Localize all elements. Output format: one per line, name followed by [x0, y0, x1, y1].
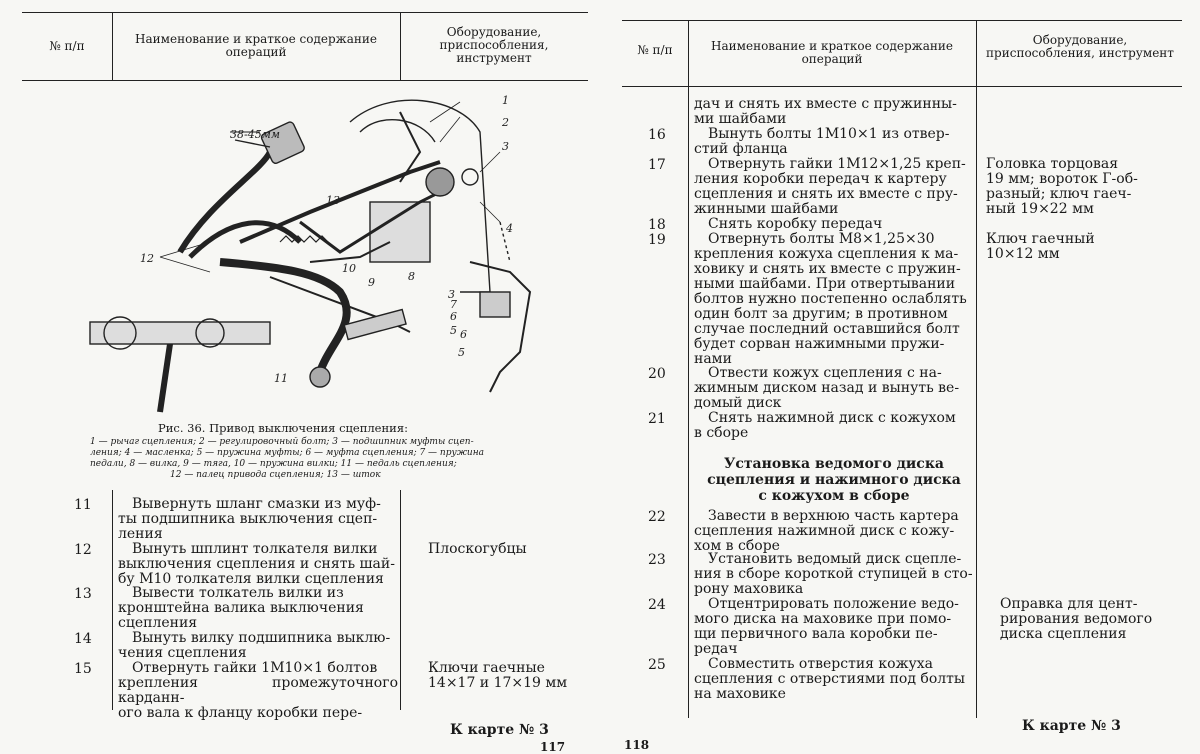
row-text-line: ния в сборе короткой ступицей в сто- [694, 566, 973, 582]
callout-10: 10 [342, 262, 356, 275]
row-text [118, 661, 398, 721]
row-text-line: Снять коробку передач [708, 216, 883, 232]
row-equipment-line: диска сцепления [1000, 626, 1127, 642]
row-text-line: чения сцепления [118, 645, 247, 661]
row-text-line: ховику и снять их вместе с пружин- [694, 261, 961, 277]
row-text-line: ого вала к фланцу коробки пере- [118, 705, 363, 721]
row-text-line: Совместить отверстия кожуха [708, 656, 933, 672]
row-equipment-line: Оправка для цент- [1000, 596, 1138, 612]
row-text [118, 497, 398, 542]
row-equipment: Плоскогубцы [428, 541, 527, 557]
cab-outline [350, 100, 490, 292]
row-text-line: мого диска на маховике при помо- [694, 611, 952, 627]
row-text [694, 127, 974, 157]
row-text-line: один болт за другим; в противном [694, 306, 948, 322]
section-title [694, 456, 974, 504]
row-number: 15 [74, 661, 92, 677]
row-text-line: Завести в верхнюю часть картера [708, 508, 959, 524]
row-text [694, 217, 974, 232]
callout-6b: 6 [460, 328, 467, 341]
row-text-line: жинными шайбами [694, 201, 839, 217]
callout-7: 7 [450, 298, 457, 311]
row-number: 19 [648, 232, 666, 248]
row-equipment-line: разный; ключ гаеч- [986, 186, 1132, 202]
row-number: 13 [74, 586, 92, 602]
row-text-line: сцепления нажимной диск с кожу- [694, 523, 955, 539]
header-divider-2 [400, 12, 401, 80]
row-text-line: редач [694, 641, 738, 657]
row-text [694, 366, 974, 411]
row-text-line: болтов нужно постепенно ослаблять [694, 291, 967, 307]
row-text-line: ми шайбами [694, 111, 787, 127]
dimension-label: 38-45мм [230, 128, 280, 141]
footer-card-ref: К карте № 3 [1022, 718, 1121, 734]
row-text-line: Вывести толкатель вилки из [132, 585, 344, 601]
row-number: 22 [648, 509, 666, 525]
row-text-line: домый диск [694, 395, 782, 411]
callout-3b: 3 [448, 288, 455, 301]
row-text-line: рону маховика [694, 581, 804, 597]
header-col-operation: Наименование и краткое содержание операций [135, 32, 377, 59]
row-equipment [1000, 597, 1180, 642]
header-divider-1 [688, 20, 689, 86]
row-text [694, 657, 974, 702]
callout-11: 11 [274, 372, 288, 385]
row-number: 17 [648, 157, 666, 173]
row-text-line: на маховике [694, 686, 786, 702]
row-text [694, 552, 974, 597]
row-text-line: Вывернуть шланг смазки из муф- [132, 496, 381, 512]
row-text-line: ты подшипника выключения сцеп- [118, 511, 378, 527]
row-text-line: Отвернуть гайки 1М10×1 болтов [132, 660, 378, 676]
continuation-text [694, 97, 974, 127]
row-number: 16 [648, 127, 666, 143]
left-page [0, 0, 598, 753]
callout-6: 6 [450, 310, 457, 323]
row-equipment-line: рирования ведомого [1000, 611, 1153, 627]
row-number: 20 [648, 366, 666, 382]
row-text-line: случае последний оставшийся болт [694, 321, 960, 337]
row-text-line: Отцентрировать положение ведо- [708, 596, 959, 612]
row-text-line: стий фланца [694, 141, 788, 157]
row-equipment-line: Головка торцовая [986, 156, 1119, 172]
footer-card-ref: К карте № 3 [450, 722, 549, 738]
header-bottom-rule [22, 80, 588, 81]
row-text-line: щи первичного вала коробки пе- [694, 626, 938, 642]
header-divider-1 [112, 12, 113, 80]
row-text-line: Вынуть болты 1М10×1 из отвер- [708, 126, 950, 142]
row-text-line: Отвернуть гайки 1М12×1,25 креп- [708, 156, 966, 172]
header-col-equipment: Оборудование, приспособления, инструмент [986, 33, 1174, 60]
row-number: 12 [74, 542, 92, 558]
header-col-number: № п/п [637, 43, 673, 57]
figure-caption: Рис. 36. Привод выключения сцепления: [158, 421, 408, 435]
callout-5b: 5 [458, 346, 465, 359]
section-title-line: с кожухом в сборе [758, 488, 910, 504]
row-number: 21 [648, 411, 666, 427]
header-top-rule [622, 20, 1182, 21]
row-equipment-line: ный 19×22 мм [986, 201, 1094, 217]
row-equipment-line: 14×17 и 17×19 мм [428, 675, 568, 691]
header-col-number: № п/п [49, 39, 85, 53]
row-text-line: сцепления [118, 615, 198, 631]
callout-8: 8 [408, 270, 415, 283]
row-equipment [986, 157, 1182, 217]
header-col-equipment: Оборудование, приспособления, инструмент [439, 25, 549, 65]
page-number: 117 [540, 740, 566, 754]
row-number: 24 [648, 597, 666, 613]
row-text-line: Установить ведомый диск сцепле- [708, 551, 962, 567]
row-equipment-line: 10×12 мм [986, 246, 1060, 262]
row-text [694, 509, 974, 554]
callout-9: 9 [368, 276, 375, 289]
row-text-line: кронштейна валика выключения [118, 600, 364, 616]
row-text [694, 232, 974, 367]
row-number: 18 [648, 217, 666, 233]
callout-1: 1 [502, 94, 509, 107]
figure-legend-line-4: 12 — палец привода сцепления; 13 — шток [170, 470, 381, 480]
callout-12: 12 [140, 252, 154, 265]
row-text-line: ления коробки передач к картеру [694, 171, 947, 187]
row-text-line: крепления кожуха сцепления к ма- [694, 246, 959, 262]
body-divider-1 [688, 86, 689, 718]
section-title-line: Установка ведомого диска [723, 456, 944, 472]
row-number: 23 [648, 552, 666, 568]
row-number: 14 [74, 631, 92, 647]
row-number: 11 [74, 497, 92, 513]
row-text [694, 597, 974, 657]
body-divider-2 [400, 490, 401, 710]
row-number: 25 [648, 657, 666, 673]
row-text [118, 631, 398, 661]
row-equipment-line: Ключ гаечный [986, 231, 1095, 247]
row-text-line: хом в сборе [694, 538, 780, 554]
row-equipment [986, 232, 1182, 262]
callout-13: 13 [326, 194, 340, 207]
figure-legend-line-2: ления; 4 — масленка; 5 — пружина муфты; 6 — муфта сцепления; 7 — пружина [90, 448, 485, 458]
body-divider-2 [976, 86, 977, 718]
row-text [694, 157, 974, 217]
figure-legend-line-3: педали, 8 — вилка, 9 — тяга, 10 — пружина вилки; 11 — педаль сцепления; [90, 459, 457, 469]
row-text-line: Отвернуть болты М8×1,25×30 [708, 231, 935, 247]
header-divider-2 [976, 20, 977, 86]
page-number: 118 [624, 738, 650, 752]
row-equipment-line: 19 мм; вороток Г-об- [986, 171, 1138, 187]
row-text-line: Снять нажимной диск с кожухом [708, 410, 956, 426]
row-text-line: нами [694, 351, 732, 367]
row-text-line: бу М10 толкателя вилки сцепления [118, 571, 384, 587]
row-text-line: ными шайбами. При отвертывании [694, 276, 956, 292]
clutch-drive-figure [60, 92, 590, 422]
callout-3: 3 [502, 140, 509, 153]
row-text [118, 586, 398, 631]
header-bottom-rule [622, 86, 1182, 87]
header-top-rule [22, 12, 588, 13]
row-text-line: ления [118, 526, 163, 542]
row-text [694, 411, 974, 441]
row-text-line: Отвести кожух сцепления с на- [708, 365, 942, 381]
row-text-line: крепления промежуточного карданн- [118, 675, 398, 706]
figure-legend-line-1: 1 — рычаг сцепления; 2 — регулировочный болт; 3 — подшипник муфты сцеп- [90, 437, 474, 447]
callout-4: 4 [506, 222, 513, 235]
row-equipment-line: Ключи гаечные [428, 660, 545, 676]
row-text-line: будет сорван нажимными пружи- [694, 336, 945, 352]
row-text-line: Вынуть вилку подшипника выклю- [132, 630, 391, 646]
row-text-line: в сборе [694, 425, 749, 441]
row-text-line: сцепления и снять их вместе с пру- [694, 186, 958, 202]
row-text [118, 542, 398, 587]
row-text-line: дач и снять их вместе с пружинны- [694, 96, 957, 112]
row-equipment [428, 661, 567, 691]
section-title-line: сцепления и нажимного диска [707, 472, 961, 488]
right-page [602, 0, 1200, 753]
callout-2: 2 [502, 116, 509, 129]
callout-5: 5 [450, 324, 457, 337]
header-col-operation: Наименование и краткое содержание операций [711, 39, 953, 66]
row-text-line: сцепления с отверстиями под болты [694, 671, 966, 687]
row-text-line: выключения сцепления и снять шай- [118, 556, 395, 572]
row-text-line: жимным диском назад и вынуть ве- [694, 380, 960, 396]
row-text-line: Вынуть шплинт толкателя вилки [132, 541, 378, 557]
